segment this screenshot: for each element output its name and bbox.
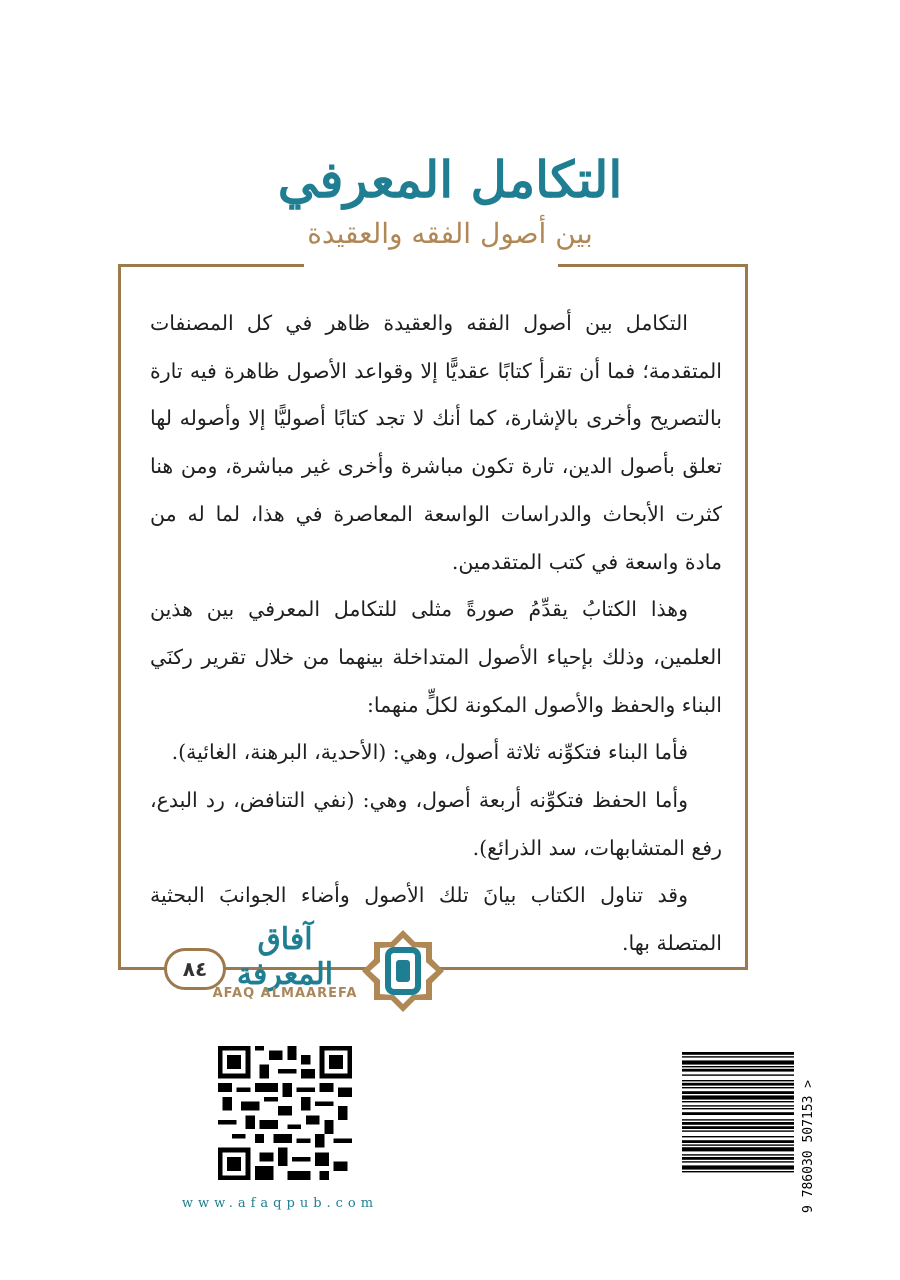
barcode-bar (682, 1171, 794, 1172)
publisher-emblem-icon (360, 928, 446, 1014)
publisher-logo (160, 920, 460, 1020)
publisher-name-english: AFAQ ALMAAREFA (212, 986, 358, 1001)
barcode-bar (682, 1087, 794, 1088)
blurb-paragraph-5: وقد تناول الكتاب بيانَ تلك الأصول وأضاء الجوانبَ البحثية المتصلة بها. (150, 883, 722, 956)
book-title: التكامل المعرفي (277, 150, 623, 209)
barcode-bar (682, 1122, 794, 1125)
barcode-bar (682, 1130, 794, 1131)
publisher-name-arabic: آفاق المعرفة (236, 922, 334, 992)
book-subtitle: بين أصول الفقه والعقيدة (307, 217, 593, 250)
barcode-bar (682, 1052, 794, 1055)
isbn-barcode (680, 1048, 820, 1218)
barcode-bar (682, 1144, 794, 1145)
barcode-bar (682, 1101, 794, 1102)
barcode-bar (682, 1060, 794, 1064)
barcode-bar (682, 1165, 794, 1169)
barcode-bar (682, 1083, 794, 1086)
barcode-bar (682, 1157, 794, 1160)
barcode-bar (682, 1074, 794, 1075)
barcode-bar (682, 1140, 794, 1143)
barcode-bar (682, 1112, 794, 1115)
barcode-bar (682, 1119, 794, 1120)
barcode-bar (682, 1154, 794, 1155)
barcode-bar (682, 1080, 794, 1081)
frame-top-left-rule (118, 264, 304, 267)
series-number-badge: ٨٤ (164, 948, 226, 990)
barcode-bar (682, 1147, 794, 1151)
blurb-paragraph-3: فأما البناء فتكوِّنه ثلاثة أصول، وهي: (الأحدية، البرهنة، الغائية). (171, 740, 688, 765)
barcode-bar (682, 1105, 794, 1106)
book-title-block (0, 150, 900, 254)
qr-code (218, 1046, 352, 1180)
blurb-text (150, 300, 722, 968)
blurb-paragraph-4: وأما الحفظ فتكوِّنه أربعة أصول، وهي: (نفي التنافض، رد البدع، رفع المتشابهات، سد الذرائع). (150, 788, 722, 860)
barcode-bar (682, 1136, 794, 1137)
barcode-bar (682, 1056, 794, 1057)
blurb-paragraph-2: وهذا الكتابُ يقدِّمُ صورةً مثلى للتكامل المعرفي بين هذين العلمين، وذلك بإحياء الأصول المتداخلة بينهما من خلال تقرير ركنَي البناء والحفظ والأصول المكونة لكلٍّ منهما: (150, 597, 722, 717)
frame-top-right-rule (558, 264, 748, 267)
isbn-barcode-number: 9 786030 507153 > (801, 1079, 816, 1213)
barcode-bar (682, 1108, 794, 1109)
barcode-bar (682, 1066, 794, 1067)
blurb-paragraph-1: التكامل بين أصول الفقه والعقيدة ظاهر في كل المصنفات المتقدمة؛ فما أن تقرأ كتابًا عقديًّا إلا وقواعد الأصول ظاهرة فيه تارة بالتصريح وأخرى بالإشارة، كما أنك لا تجد كتابًا أصوليًّا إلا وأصوله لها تعلق بأصول الدين، تارة تكون مباشرة وأخرى غير مباشرة، ومن هنا كثرت الأبحاث والدراسات الواسعة المعاصرة في هذا، لما له من مادة واسعة في كتب المتقدمين. (150, 311, 722, 574)
barcode-bar (682, 1161, 794, 1162)
barcode-bar (682, 1095, 794, 1099)
barcode-bar (682, 1069, 794, 1072)
barcode-bar (682, 1091, 794, 1094)
barcode-bar (682, 1126, 794, 1129)
publisher-website: www.afaqpub.com (181, 1196, 379, 1211)
